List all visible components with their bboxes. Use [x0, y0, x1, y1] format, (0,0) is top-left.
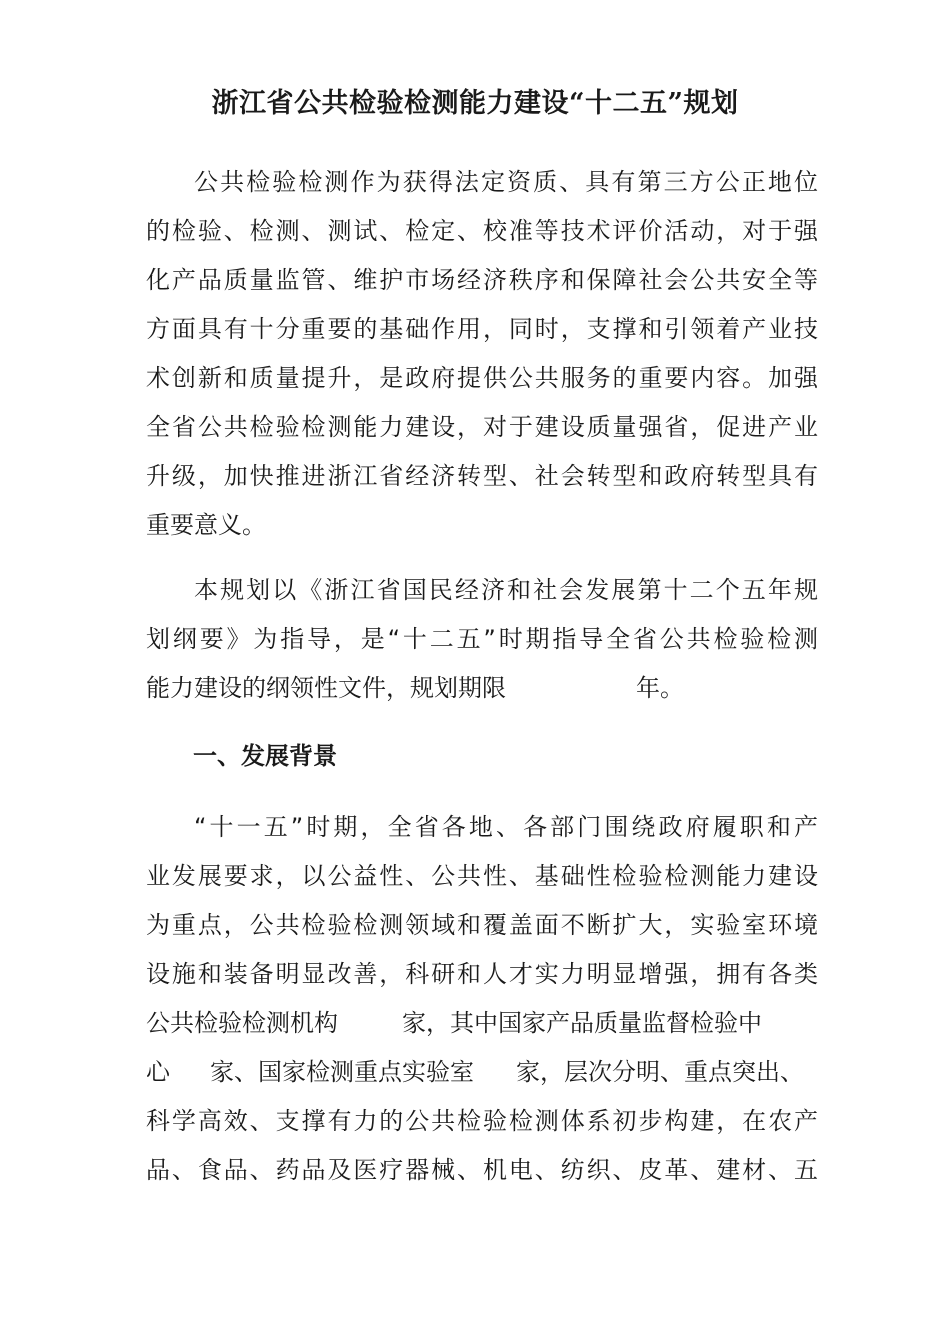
paragraph-line: 术创新和质量提升，是政府提供公共服务的重要内容。加强 — [146, 364, 818, 392]
paragraph-text: 公共检验检测机构 — [146, 1009, 338, 1037]
paragraph-text: 家，层次分明、重点突出、 — [516, 1058, 804, 1086]
paragraph-line: 的检验、检测、测试、检定、校准等技术评价活动，对于强 — [146, 217, 818, 245]
background-paragraph — [146, 803, 818, 1195]
paragraph-line: 升级，加快推进浙江省经济转型、社会转型和政府转型具有 — [146, 462, 818, 490]
paragraph-line: 科学高效、支撑有力的公共检验检测体系初步构建，在农产 — [146, 1107, 818, 1135]
paragraph-text: 年。 — [636, 674, 684, 702]
paragraph-line — [146, 1048, 818, 1097]
paragraph-line — [146, 999, 818, 1048]
paragraph-line: 划纲要》为指导，是“十二五”时期指导全省公共检验检测 — [146, 625, 818, 653]
paragraph-text: 家，其中国家产品质量监督检验中 — [402, 1009, 762, 1037]
paragraph-line: 为重点，公共检验检测领域和覆盖面不断扩大，实验室环境 — [146, 911, 818, 939]
paragraph-line: 业发展要求，以公益性、公共性、基础性检验检测能力建设 — [146, 862, 818, 890]
paragraph-line: 品、食品、药品及医疗器械、机电、纺织、皮革、建材、五 — [146, 1156, 818, 1184]
paragraph-text: 心 — [146, 1058, 170, 1086]
paragraph-line: 方面具有十分重要的基础作用，同时，支撑和引领着产业技 — [146, 315, 818, 343]
paragraph-text: 能力建设的纲领性文件，规划期限 — [146, 674, 506, 702]
paragraph-line: 重要意义。 — [146, 511, 266, 539]
paragraph-line: 公共检验检测作为获得法定资质、具有第三方公正地位 — [194, 168, 818, 196]
paragraph-line: 全省公共检验检测能力建设，对于建设质量强省，促进产业 — [146, 413, 818, 441]
document-title: 浙江省公共检验检测能力建设“十二五”规划 — [211, 88, 739, 119]
scope-paragraph — [146, 566, 818, 713]
section-heading: 一、发展背景 — [193, 742, 337, 770]
paragraph-line — [146, 664, 818, 713]
paragraph-text: 家、国家检测重点实验室 — [210, 1058, 474, 1086]
paragraph-line: 设施和装备明显改善，科研和人才实力明显增强，拥有各类 — [146, 960, 818, 988]
paragraph-line: 本规划以《浙江省国民经济和社会发展第十二个五年规 — [194, 576, 818, 604]
paragraph-line: 化产品质量监管、维护市场经济秩序和保障社会公共安全等 — [146, 266, 818, 294]
intro-paragraph — [146, 158, 818, 550]
paragraph-line: “十一五”时期，全省各地、各部门围绕政府履职和产 — [194, 813, 818, 841]
